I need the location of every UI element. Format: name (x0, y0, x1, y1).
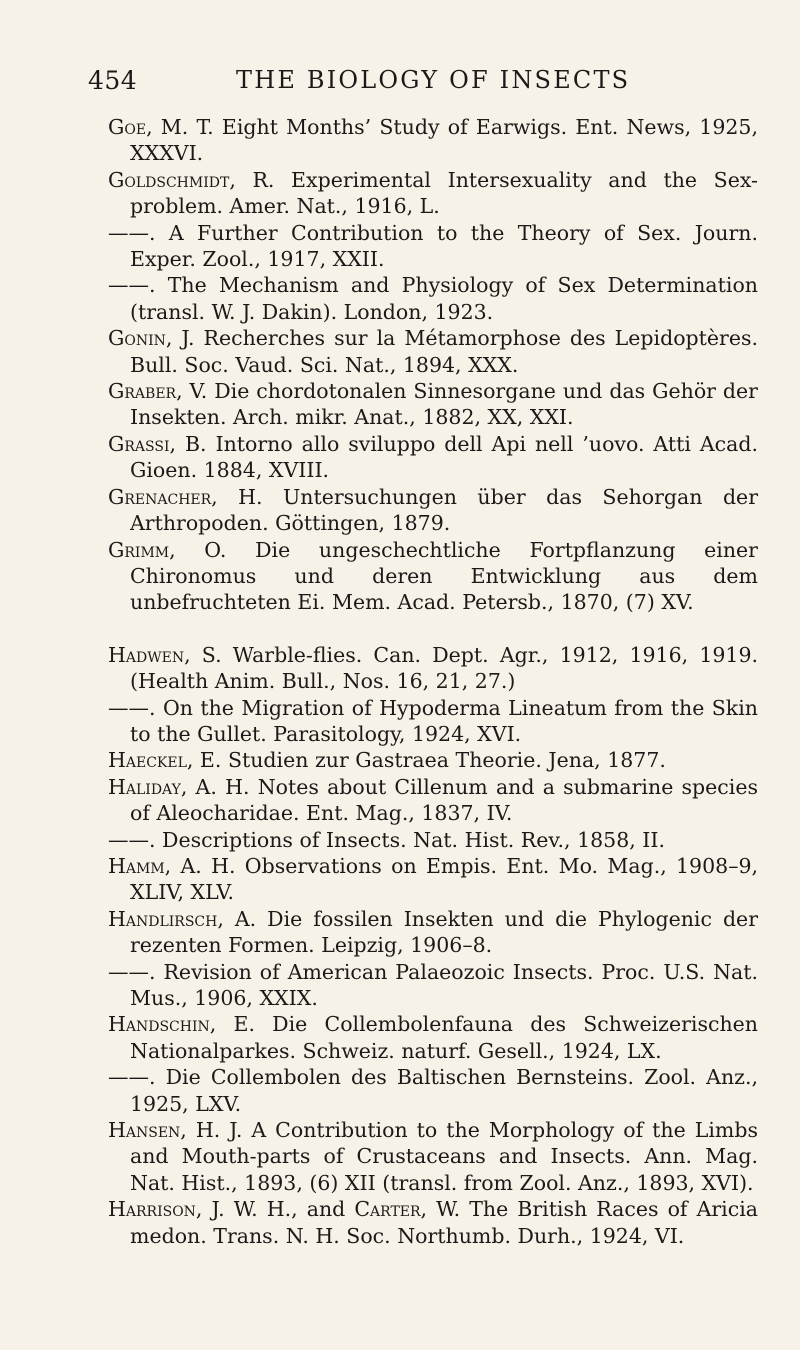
bibliography-entry (108, 325, 758, 378)
bibliography-entry (108, 1011, 758, 1064)
bibliography-entry (108, 1117, 758, 1196)
bibliography-entry (108, 959, 758, 1012)
entry-author: ——. (108, 827, 156, 852)
entry-text: Revision of American Palaeozoic Insects. Proc. U.S. Nat. Mus., 1906, XXIX. (130, 959, 758, 1010)
entry-text: and (297, 1197, 355, 1222)
bibliography-entry (108, 774, 758, 827)
entry-text: Die fossilen Insekten und die Phylogenic der rezenten Formen. Leipzig, 1906–8. (130, 906, 758, 958)
entry-text-continued: The British Races of Aricia medon. Trans. N. H. Soc. Northumb. Durh., 1924, VI. (130, 1197, 758, 1248)
entry-author: Hansen, H. J. (108, 1118, 243, 1143)
bibliography-entry (108, 220, 758, 273)
entry-coauthor: Carter, W. (354, 1197, 461, 1222)
bibliography-entry (108, 747, 758, 773)
page-number: 454 (88, 66, 138, 95)
entry-author: ——. (108, 220, 156, 245)
bibliography-entry (108, 378, 758, 431)
bibliography-entry (108, 1064, 758, 1117)
entry-text: Recherches sur la Métamorphose des Lepidoptères. Bull. Soc. Vaud. Sci. Nat., 1894, XXX. (130, 326, 758, 377)
entry-text: Warble-flies. Can. Dept. Agr., 1912, 1916, 1919. (Health Anim. Bull., Nos. 16, 21, 27.) (130, 642, 759, 694)
entry-text: The Mechanism and Physiology of Sex Determination (transl. W. J. Dakin). London, 1923. (130, 273, 758, 324)
entry-author: ——. (108, 273, 156, 298)
entry-text: Die chordotonalen Sinnesorgane und das Gehör der Insekten. Arch. mikr. Anat., 1882, XX, XXI. (130, 379, 758, 430)
bibliography-entry (108, 167, 758, 220)
bibliography-entry (108, 484, 758, 537)
entry-author: Handschin, E. (108, 1012, 255, 1037)
entry-author: ——. (108, 959, 156, 984)
bibliography-entry (108, 827, 758, 853)
entry-text: Experimental Intersexuality and the Sex-problem. Amer. Nat., 1916, L. (130, 167, 758, 219)
bibliography-entry (108, 114, 758, 167)
entry-author: Grenacher, H. (108, 484, 263, 509)
entry-text: A Further Contribution to the Theory of Sex. Journ. Exper. Zool., 1917, XXII. (130, 220, 758, 272)
bibliography-entry (108, 695, 758, 748)
entry-text: Notes about Cillenum and a submarine species of Aleocharidae. Ent. Mag., 1837, IV. (130, 774, 758, 826)
bibliography-entry (108, 431, 758, 484)
entry-author: Hamm, A. H. (108, 853, 236, 878)
entry-author: Hadwen, S. (108, 642, 222, 667)
bibliography-entry (108, 1196, 758, 1249)
bibliography-list (108, 114, 758, 1249)
entry-author: Goe, M. T. (108, 115, 214, 139)
entry-author: Gonin, J. (108, 326, 195, 351)
entry-author: Grassi, B. (108, 431, 207, 456)
entry-author: ——. (108, 1065, 156, 1090)
bibliography-entry (108, 906, 758, 959)
entry-author: Harrison, J. W. H., (108, 1197, 298, 1222)
page-header (0, 66, 800, 106)
entry-author: Goldschmidt, R. (108, 167, 275, 192)
bibliography-entry (108, 642, 758, 695)
entry-text: A Contribution to the Morphology of the Limbs and Mouth-parts of Crustaceans and Insects. Ann. Mag. Nat. Hist., 1893, (6) XII (transl. from Zool. Anz., 1893, XVI). (130, 1118, 758, 1195)
entry-author: Handlirsch, A. (108, 906, 257, 931)
running-title: THE BIOLOGY OF INSECTS (236, 66, 631, 94)
bibliography-entry (108, 853, 758, 906)
bibliography-entry (108, 272, 758, 325)
entry-text: Untersuchungen über das Sehorgan der Arthropoden. Göttingen, 1879. (130, 484, 758, 536)
entry-author: Haliday, A. H. (108, 774, 250, 799)
entry-text: On the Migration of Hypoderma Lineatum from the Skin to the Gullet. Parasitology, 1924, XVI. (130, 695, 758, 746)
entry-author: Haeckel, E. (108, 748, 222, 773)
entry-text: Descriptions of Insects. Nat. Hist. Rev., 1858, II. (155, 827, 665, 852)
entry-text: Eight Months’ Study of Earwigs. Ent. News, 1925, XXXVI. (130, 115, 758, 166)
bibliography-entry (108, 537, 758, 616)
entry-author: Graber, V. (108, 379, 208, 404)
entry-text: Studien zur Gastraea Theorie. Jena, 1877. (221, 748, 666, 773)
entry-text: Die ungeschechtliche Fortpflanzung einer Chironomus und deren Entwicklung aus dem unbefruchteten Ei. Mem. Acad. Petersb., 1870, (7) XV. (130, 537, 758, 615)
entry-author: ——. (108, 695, 156, 720)
entry-text: Die Collembolenfauna des Schweizerischen Nationalparkes. Schweiz. naturf. Gesell., 1924, LX. (130, 1012, 758, 1063)
entry-text: Die Collembolen des Baltischen Bernsteins. Zool. Anz., 1925, LXV. (130, 1065, 758, 1116)
entry-author: Grimm, O. (108, 537, 227, 562)
entry-text: Intorno allo sviluppo dell Api nell ’uovo. Atti Acad. Gioen. 1884, XVIII. (130, 431, 759, 483)
entry-text: Observations on Empis. Ent. Mo. Mag., 1908–9, XLIV, XLV. (130, 853, 758, 905)
